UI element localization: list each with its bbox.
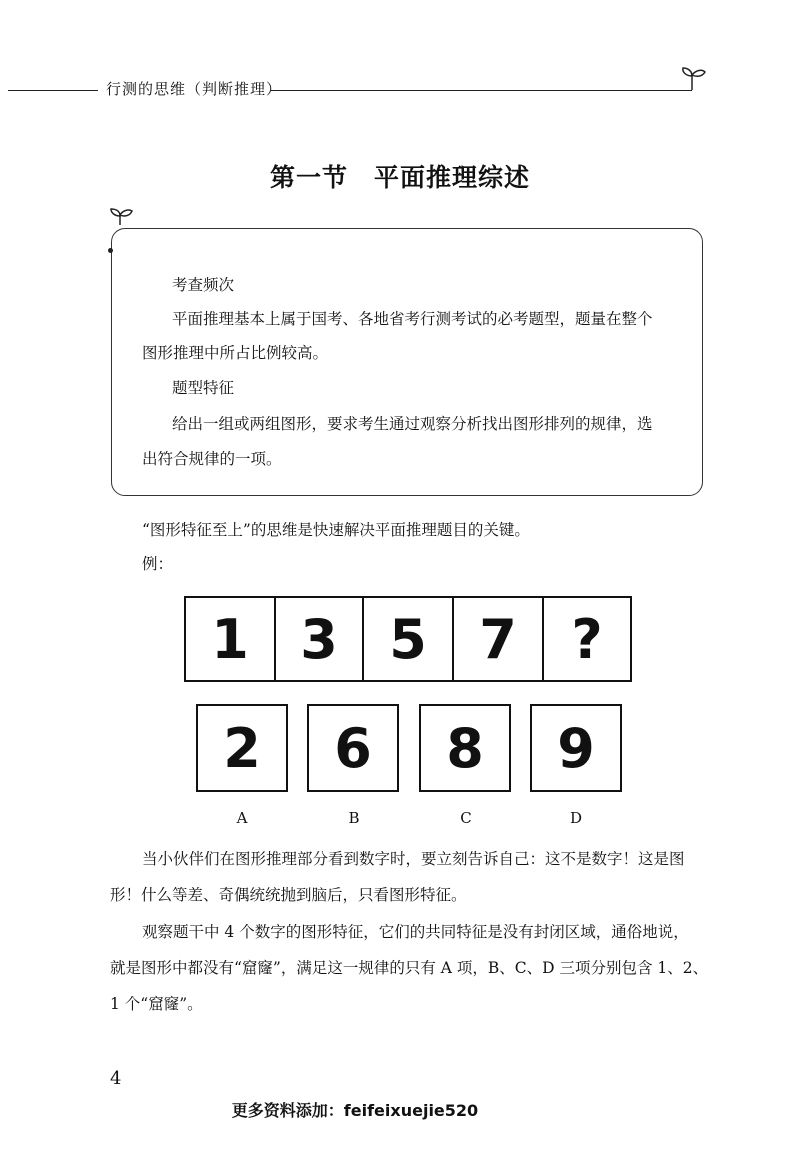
option-tile-b: 6 bbox=[307, 704, 399, 792]
info-box-dot bbox=[108, 248, 113, 253]
question-tile: 7 bbox=[452, 596, 544, 682]
question-tile: 3 bbox=[274, 596, 364, 682]
option-label-a: A bbox=[236, 809, 248, 827]
section-name: 平面推理综述 bbox=[374, 163, 531, 192]
info-paragraph-line: 图形推理中所占比例较高。 bbox=[142, 344, 329, 362]
sprout-icon bbox=[108, 203, 136, 227]
explanation-line: 形！什么等差、奇偶统统抛到脑后，只看图形特征。 bbox=[110, 886, 467, 904]
header-rule-right bbox=[270, 90, 692, 91]
info-paragraph-line: 平面推理基本上属于国考、各地省考行测考试的必考题型，题量在整个 bbox=[172, 310, 653, 328]
header-rule-left bbox=[8, 90, 98, 91]
section-number: 第一节 bbox=[269, 163, 348, 192]
example-label: 例： bbox=[142, 555, 174, 573]
option-label-d: D bbox=[569, 809, 583, 827]
option-label-b: B bbox=[348, 809, 360, 827]
footer-note: 更多资料添加：feifeixuejie520 bbox=[231, 1101, 479, 1120]
info-heading-frequency: 考查频次 bbox=[172, 276, 235, 294]
explanation-line: 观察题干中 4 个数字的图形特征，它们的共同特征是没有封闭区域，通俗地说， bbox=[142, 923, 689, 941]
info-paragraph-line: 给出一组或两组图形，要求考生通过观察分析找出图形排列的规律，选 bbox=[172, 415, 653, 433]
section-title bbox=[0, 158, 800, 194]
explanation-line: 当小伙伴们在图形推理部分看到数字时，要立刻告诉自己：这不是数字！这是图 bbox=[142, 850, 685, 868]
option-tile-a: 2 bbox=[196, 704, 288, 792]
explanation-line: 就是图形中都没有“窟窿”，满足这一规律的只有 A 项，B、C、D 三项分别包含 1、2、 bbox=[110, 959, 709, 977]
question-row bbox=[184, 596, 634, 682]
question-tile: 5 bbox=[362, 596, 454, 682]
info-paragraph-line: 出符合规律的一项。 bbox=[142, 450, 282, 468]
running-header: 行测的思维（判断推理） bbox=[106, 80, 283, 98]
intro-text: “图形特征至上”的思维是快速解决平面推理题目的关键。 bbox=[142, 521, 530, 539]
option-tile-c: 8 bbox=[419, 704, 511, 792]
question-mark-tile: ? bbox=[542, 596, 632, 682]
option-tile-d: 9 bbox=[530, 704, 622, 792]
option-label-c: C bbox=[460, 809, 472, 827]
question-tile: 1 bbox=[184, 596, 276, 682]
explanation-line: 1 个“窟窿”。 bbox=[110, 995, 203, 1013]
info-heading-features: 题型特征 bbox=[172, 379, 235, 397]
page-number: 4 bbox=[110, 1068, 122, 1089]
sprout-icon bbox=[678, 62, 708, 92]
